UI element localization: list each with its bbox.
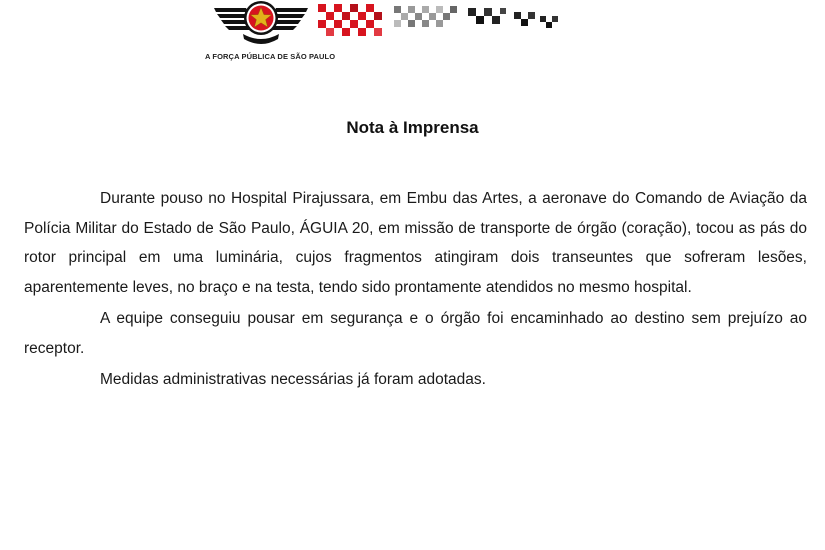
grey-checker-group <box>394 6 457 27</box>
police-emblem-logo <box>212 0 310 50</box>
checkered-banner <box>318 0 558 40</box>
letterhead <box>0 0 825 70</box>
paragraph: Medidas administrativas necessárias já foram adotadas. <box>100 371 486 388</box>
paragraph: Durante pouso no Hospital Pirajussara, em Embu das Artes, a aeronave do Comando de Aviação da Polícia Militar do Estado de São Paulo, ÁGUIA 20, em missão de transporte de órgão (coração), tocou as pás do rotor principal em uma luminária, cujos fragmentos atingiram dois transeuntes que sofreram lesões, aparentemente leves, no braço e na testa, tendo sido prontamente atendidos no mesmo hospital. <box>24 190 807 296</box>
document-title: Nota à Imprensa <box>346 118 479 137</box>
black-checker-group <box>468 8 558 28</box>
press-note-body <box>24 184 807 395</box>
paragraph: A equipe conseguiu pousar em segurança e o órgão foi encaminhado ao destino sem prejuízo ao receptor. <box>24 310 807 357</box>
red-checker-group <box>318 4 382 36</box>
slogan-text: A FORÇA PÚBLICA DE SÃO PAULO <box>205 52 336 61</box>
